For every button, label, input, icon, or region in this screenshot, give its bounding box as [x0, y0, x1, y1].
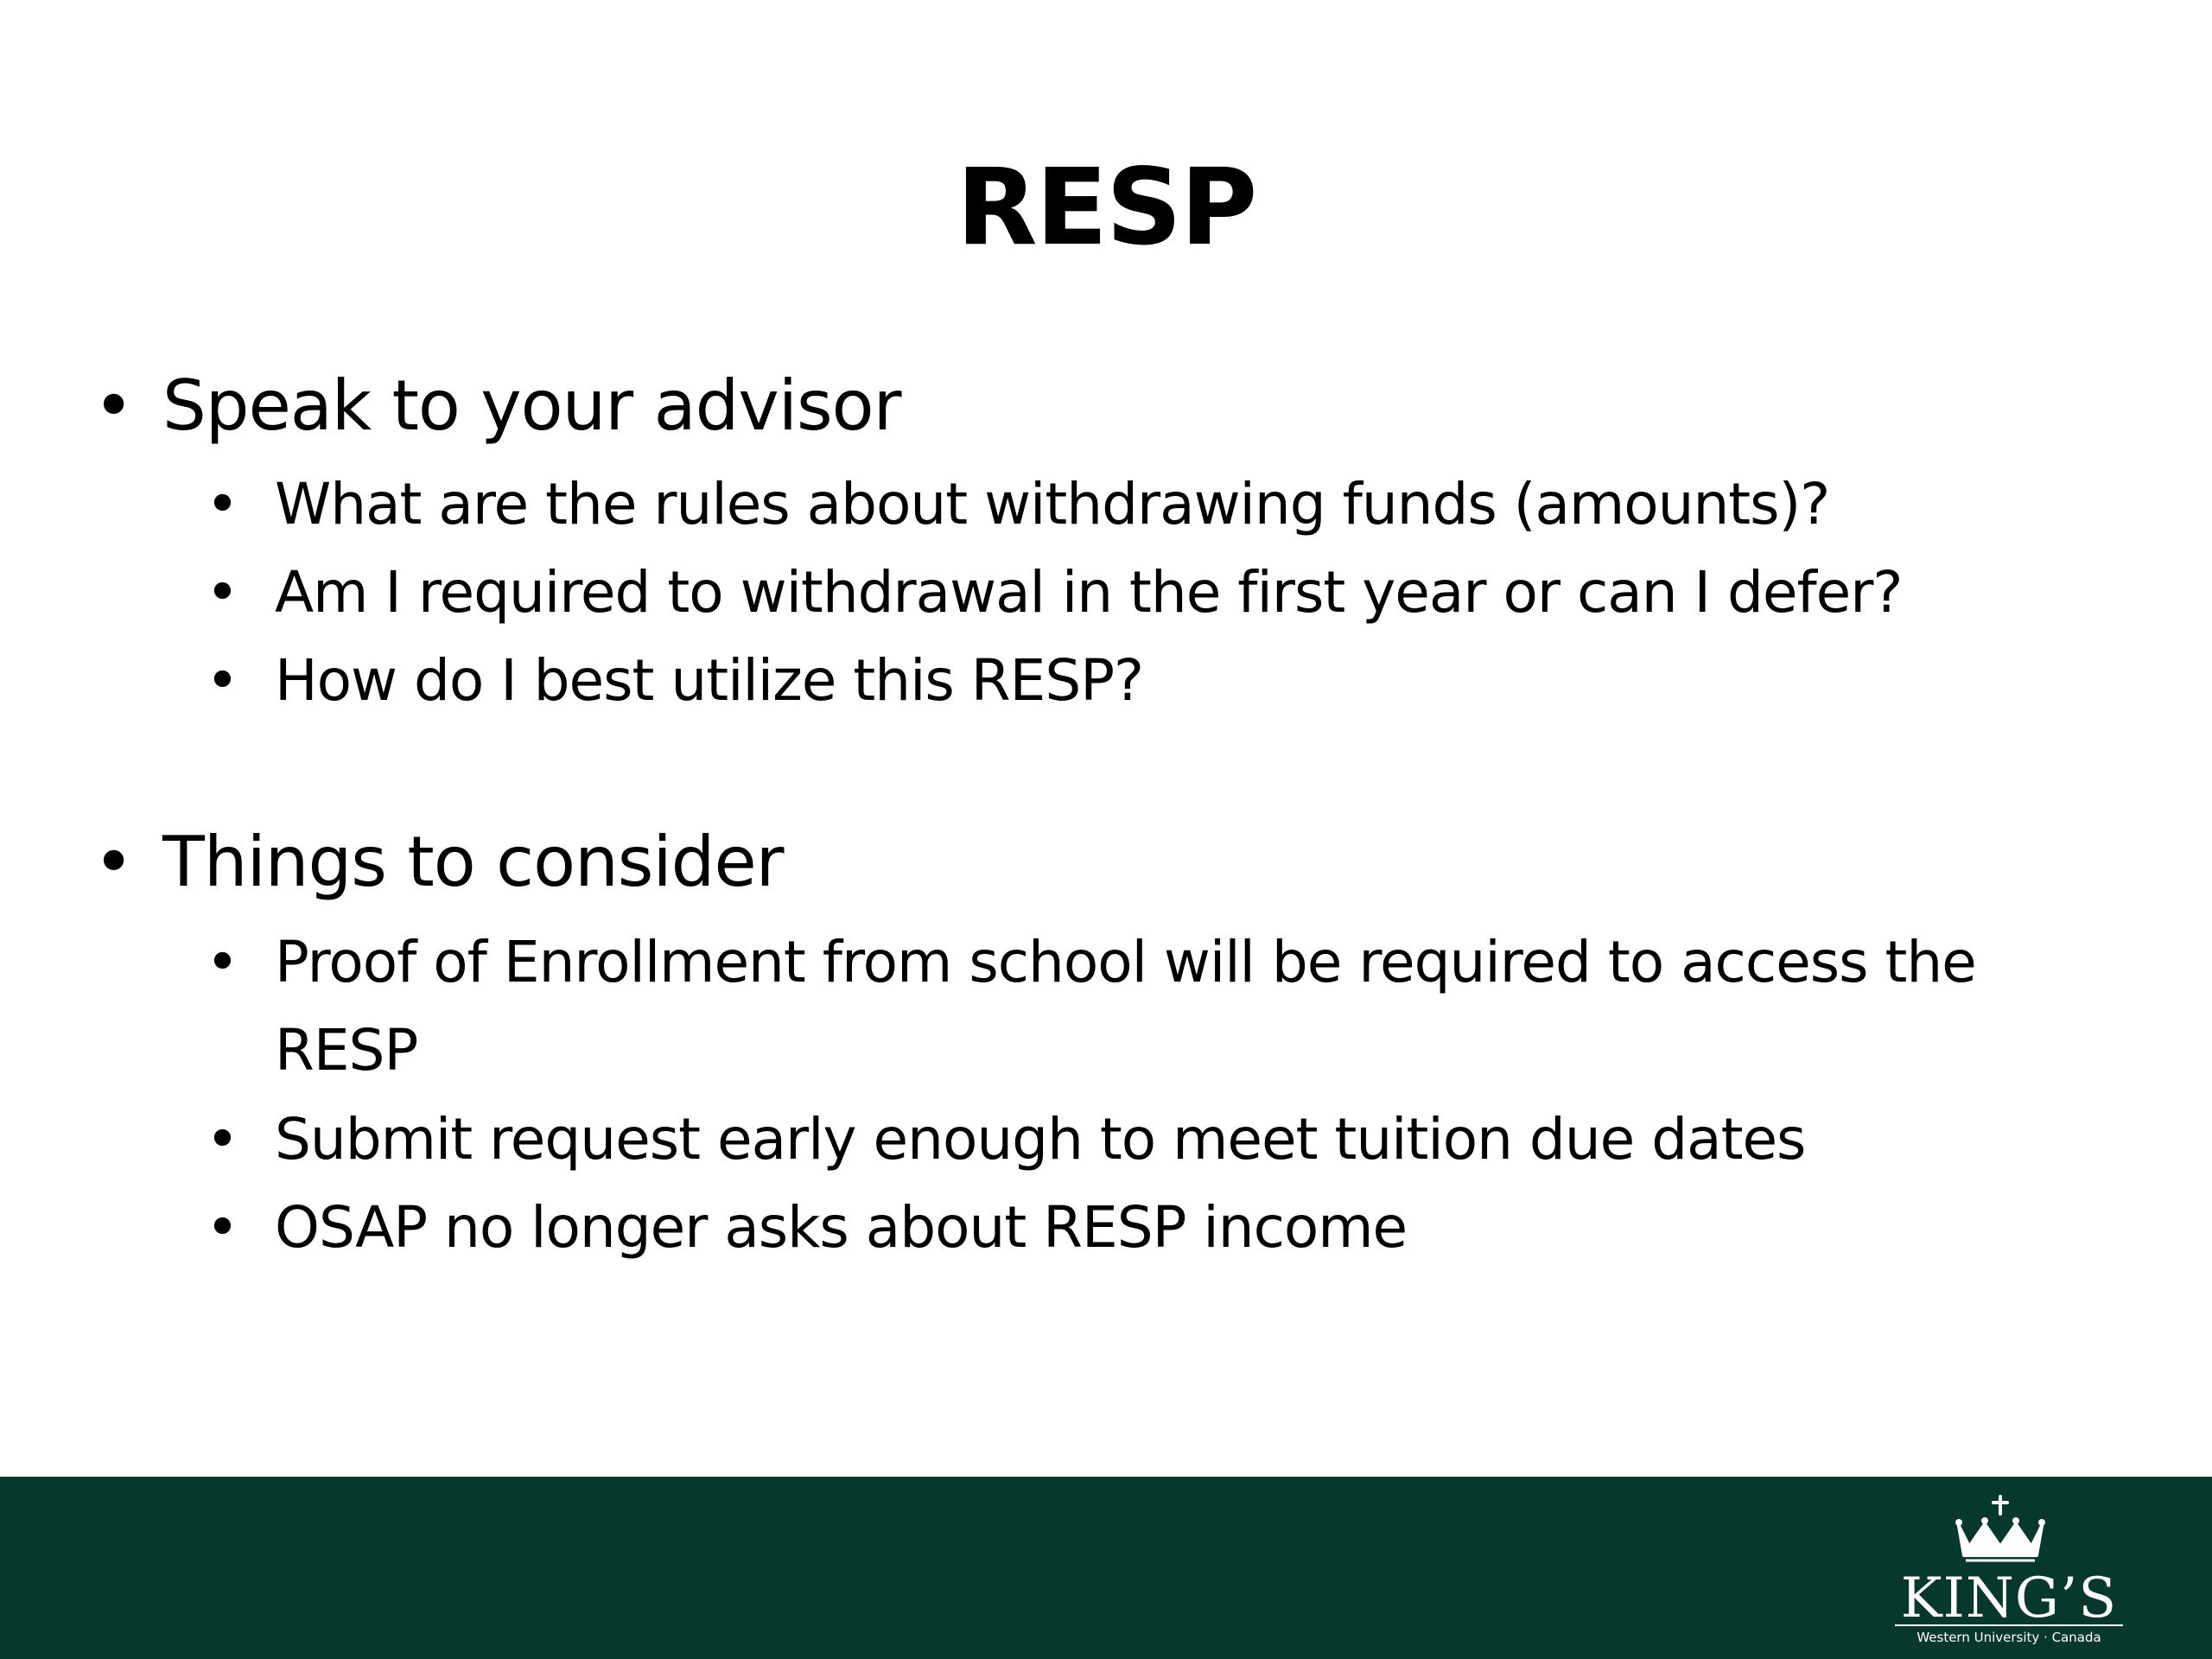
logo-tagline: Western University · Canada: [1916, 1630, 2101, 1645]
sub-bullet-text: How do I best utilize this RESP?: [275, 647, 1144, 714]
sub-bullet-item: [206, 549, 2072, 637]
bullet-icon: •: [93, 822, 134, 902]
kings-logo: [1879, 1493, 2139, 1649]
bullet-heading-text: Speak to your advisor: [162, 365, 901, 446]
sub-bullet-text: Submit request early enough to meet tuition due dates: [275, 1106, 1806, 1173]
logo-wordmark: KING’S: [1900, 1567, 2118, 1630]
sub-bullet-text: Am I required to withdrawal in the first year or can I defer?: [275, 559, 1903, 626]
bullet-heading-consider: [93, 819, 784, 906]
sub-bullet-item: [206, 461, 2072, 549]
sub-bullet-item: [206, 1096, 2072, 1184]
crown-icon: [1955, 1497, 2045, 1560]
sub-bullet-text: What are the rules about withdrawing funds (amounts)?: [275, 471, 1830, 537]
sub-bullet-text: Proof of Enrollment from school will be required to access the RESP: [275, 929, 1976, 1084]
sub-bullet-item: [206, 637, 2072, 725]
sub-bullet-item: [206, 1184, 2072, 1272]
bullet-icon: •: [93, 365, 134, 446]
bullet-icon: •: [206, 559, 238, 626]
bullet-heading-text: Things to consider: [162, 822, 784, 902]
bullet-icon: •: [206, 647, 238, 714]
slide-title: RESP: [956, 146, 1256, 269]
bullet-heading-advisor: [93, 363, 901, 449]
sub-bullet-text: OSAP no longer asks about RESP income: [275, 1194, 1408, 1261]
bullet-icon: •: [206, 1106, 238, 1173]
bullet-icon: •: [206, 1194, 238, 1261]
bullet-icon: •: [206, 929, 238, 995]
sub-bullet-item: [206, 918, 2072, 1095]
bullet-icon: •: [206, 471, 238, 537]
